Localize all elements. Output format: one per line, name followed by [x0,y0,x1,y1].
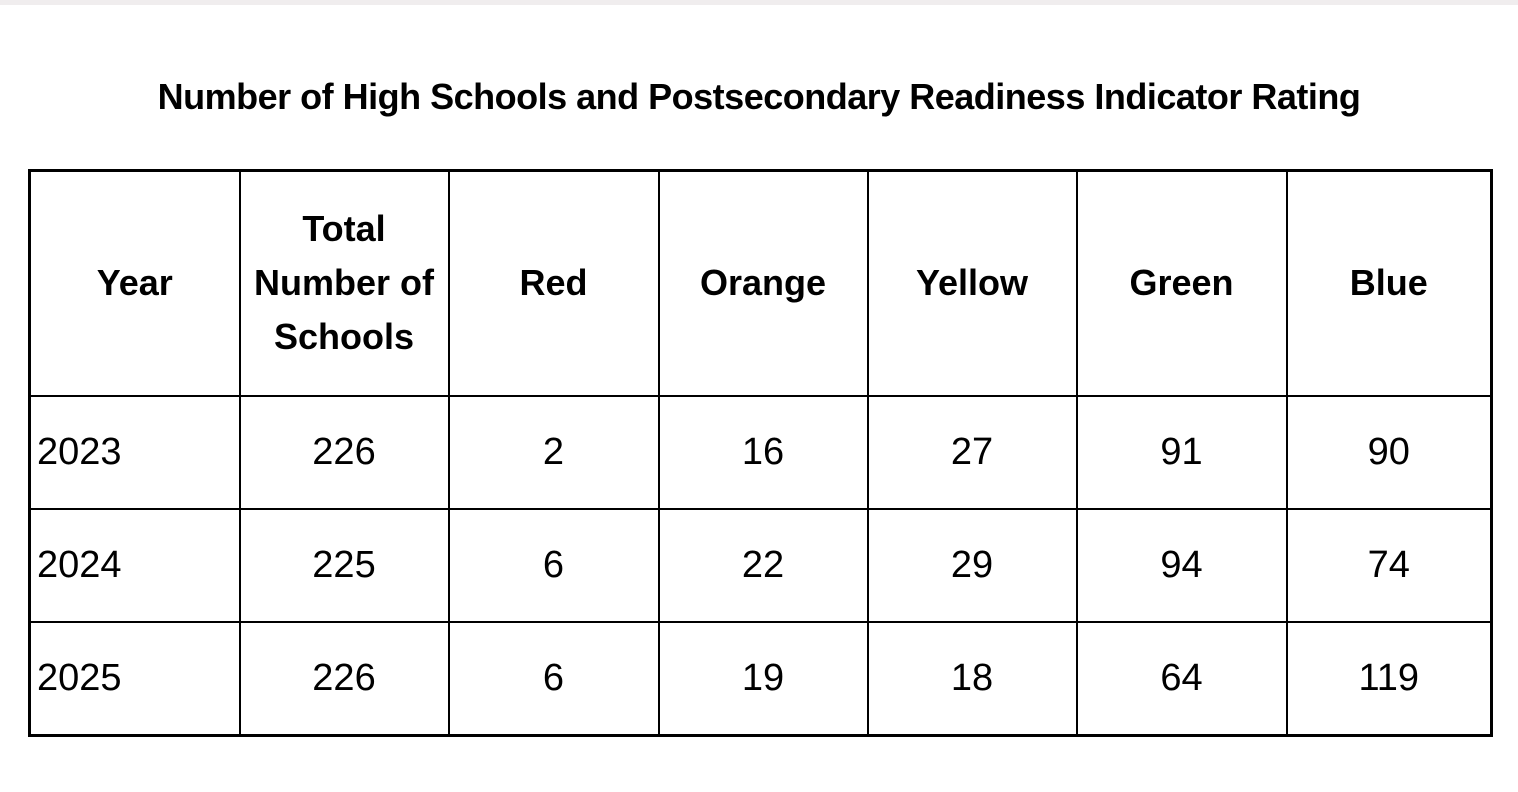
cell-2024-total: 225 [240,509,449,622]
schools-rating-table [28,169,1493,737]
cell-2024-year: 2024 [30,509,240,622]
page-title: Number of High Schools and Postsecondary Readiness Indicator Rating [157,76,1361,117]
cell-2023-orange: 16 [659,396,868,509]
cell-2023-yellow: 27 [868,396,1077,509]
top-edge-strip [0,0,1518,5]
cell-2025-blue: 119 [1287,622,1492,736]
cell-2024-orange: 22 [659,509,868,622]
column-header-yellow: Yellow [868,170,1077,396]
table-row-2024 [30,509,1492,622]
cell-2025-orange: 19 [659,622,868,736]
column-header-green: Green [1077,170,1287,396]
column-header-red: Red [449,170,659,396]
table-row-2025 [30,622,1492,736]
cell-2023-year: 2023 [30,396,240,509]
cell-2023-blue: 90 [1287,396,1492,509]
column-header-year: Year [30,170,240,396]
column-header-blue: Blue [1287,170,1492,396]
cell-2023-red: 2 [449,396,659,509]
table-row-2023 [30,396,1492,509]
column-header-orange: Orange [659,170,868,396]
column-header-total-schools: Total Number of Schools [240,170,449,396]
cell-2025-year: 2025 [30,622,240,736]
cell-2025-red: 6 [449,622,659,736]
cell-2023-green: 91 [1077,396,1287,509]
cell-2025-total: 226 [240,622,449,736]
cell-2025-yellow: 18 [868,622,1077,736]
cell-2024-green: 94 [1077,509,1287,622]
cell-2024-yellow: 29 [868,509,1077,622]
cell-2023-total: 226 [240,396,449,509]
table-header-row [30,170,1492,396]
cell-2024-blue: 74 [1287,509,1492,622]
cell-2025-green: 64 [1077,622,1287,736]
cell-2024-red: 6 [449,509,659,622]
